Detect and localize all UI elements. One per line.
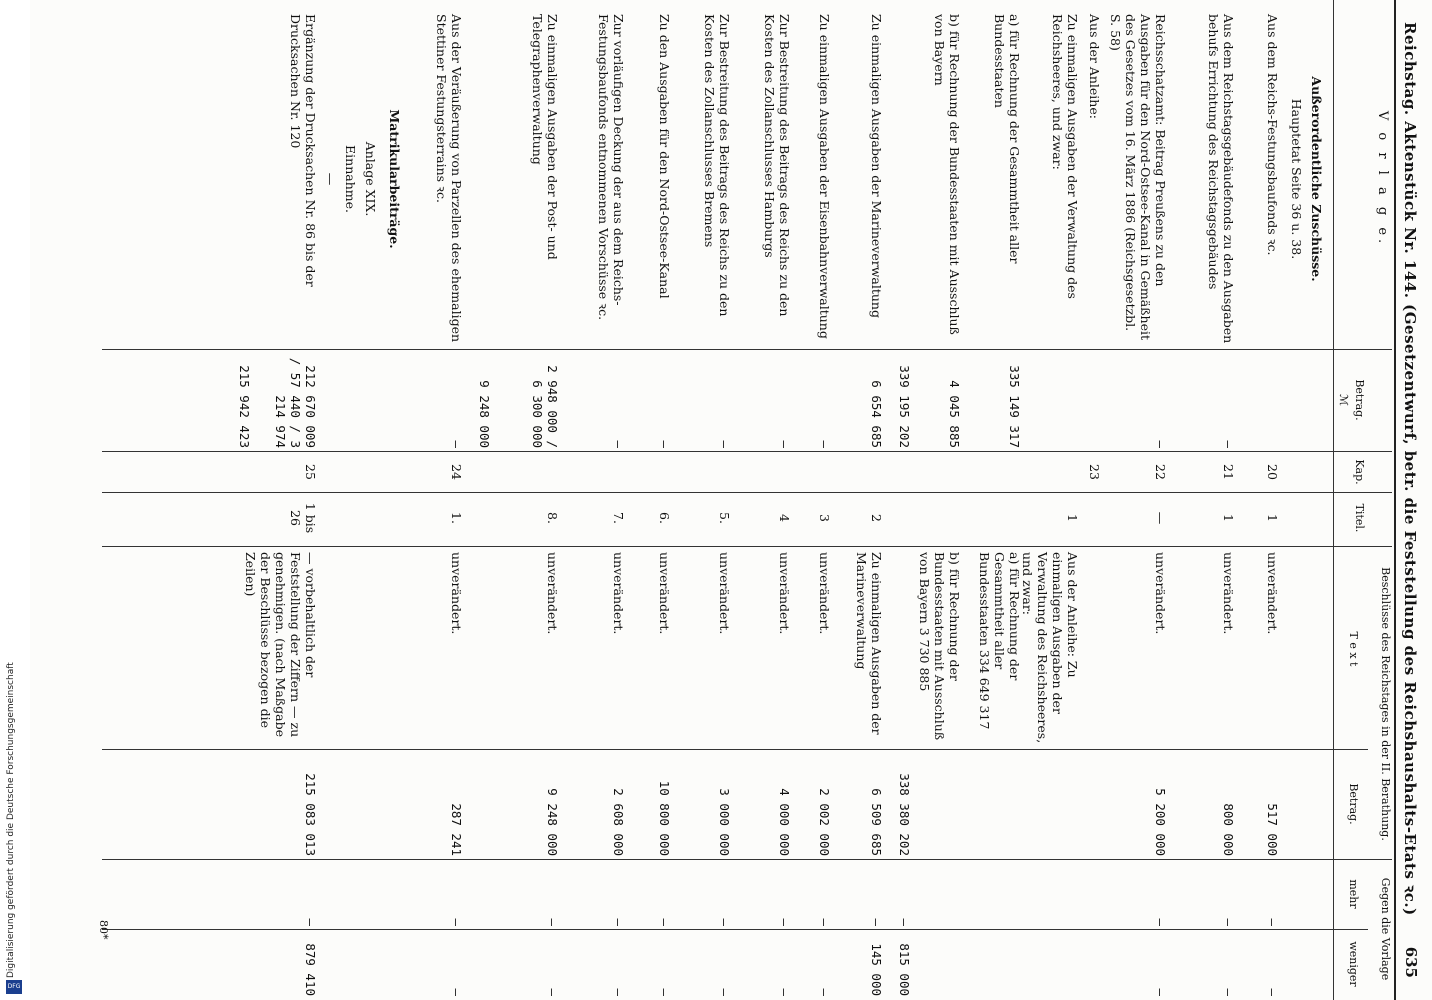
row-kapitel: 23 xyxy=(1087,464,1102,480)
row-beschluss-text: unverändert. xyxy=(1153,552,1168,635)
row-beschluss-text: Aus der Anleihe: Zu einmaligen Ausgaben der Verwaltung des Reichsheeres, und zwar: xyxy=(1020,552,1080,744)
row-beschluss-amount: 6 509 685 xyxy=(869,788,884,856)
row-weniger: — xyxy=(1265,988,1280,996)
titel-header: Titel. xyxy=(1353,503,1366,533)
row-amount: 215 942 423 xyxy=(237,365,252,448)
row-kapitel: 21 xyxy=(1221,464,1236,480)
row-beschluss-amount: 2 608 000 xyxy=(611,788,626,856)
col-divider xyxy=(102,492,1392,493)
row-amount: — xyxy=(777,440,792,448)
row-kapitel: 24 xyxy=(449,464,464,480)
row-beschluss-text: a) für Rechnung der Gesammtheit aller Bundesstaaten 334 649 317 xyxy=(977,552,1022,730)
row-beschluss-text: unverändert. xyxy=(777,552,792,635)
row-weniger: — xyxy=(611,988,626,996)
row-amount: — xyxy=(1221,440,1236,448)
row-beschluss-amount: 287 241 xyxy=(449,803,464,856)
row-amount: — xyxy=(611,440,626,448)
row-description: Reichsschatzamt: Beitrag Preußens zu den Ausgaben für den Nord-Ostsee-Kanal in Gemäßheit des Gesetzes vom 16. März 1886 (Reichsgesetzbl. S. 58) xyxy=(1108,14,1168,340)
row-amount: 335 149 317 xyxy=(1007,365,1022,448)
row-description: a) für Rechnung der Gesammtheit aller Bundesstaaten xyxy=(992,14,1022,264)
row-amount: 339 195 202 xyxy=(897,365,912,448)
row-mehr: — xyxy=(657,918,672,926)
funding-caption: Digitalisierung gefördert durch die Deutsche Forschungsgemeinschaft xyxy=(6,662,16,978)
row-description: Zu einmaligen Ausgaben der Marineverwaltung xyxy=(869,14,884,318)
row-amount: 6 654 685 xyxy=(869,380,884,448)
row-beschluss-text: unverändert. xyxy=(545,552,560,635)
row-beschluss-amount: 338 380 202 xyxy=(897,773,912,856)
row-weniger: — xyxy=(657,988,672,996)
row-amount: 2 948 000 / 6 300 000 xyxy=(530,365,560,448)
row-weniger: — xyxy=(777,988,792,996)
row-description: Zu einmaligen Ausgaben der Verwaltung des Reichsheeres, und zwar: xyxy=(1050,14,1080,299)
row-mehr: — xyxy=(611,918,626,926)
signature-mark: 80* xyxy=(97,920,110,940)
page-title: Reichstag. Aktenstück Nr. 144. (Gesetzentwurf, betr. die Feststellung des Reichshaushalts-Etats ꝛc.) xyxy=(1401,22,1419,916)
row-mehr: — xyxy=(303,918,318,926)
row-titel: 1 xyxy=(1265,514,1280,522)
row-mehr: — xyxy=(717,918,732,926)
row-description: Matrikularbeiträge. xyxy=(387,109,402,249)
row-beschluss-amount: 4 000 000 xyxy=(777,788,792,856)
row-kapitel: 20 xyxy=(1265,464,1280,480)
row-titel: 2 xyxy=(869,514,884,522)
row-beschluss-amount: 9 248 000 xyxy=(545,788,560,856)
row-titel: 4 xyxy=(777,514,792,522)
running-head xyxy=(1394,0,1422,1000)
row-description: Hauptetat Seite 36 u. 38. xyxy=(1289,98,1304,260)
row-description: b) für Rechnung der Bundesstaaten mit Ausschluß von Bayern xyxy=(932,14,962,335)
row-weniger: — xyxy=(545,988,560,996)
row-beschluss-text: unverändert. xyxy=(657,552,672,635)
scan-sidebar xyxy=(0,0,30,1000)
row-titel: 5. xyxy=(717,512,732,524)
row-mehr: — xyxy=(777,918,792,926)
row-amount: — xyxy=(817,440,832,448)
row-beschluss-amount: 2 002 000 xyxy=(817,788,832,856)
row-amount: — xyxy=(1153,440,1168,448)
col-divider xyxy=(102,929,1368,930)
row-titel: 3 xyxy=(817,514,832,522)
row-description: Aus dem Reichstagsgebäudefonds zu den Ausgaben behufs Errichtung des Reichstagsgebäudes xyxy=(1206,14,1236,344)
row-mehr: — xyxy=(897,918,912,926)
row-weniger: 815 000 xyxy=(897,943,912,996)
row-description: Zu einmaligen Ausgaben der Post- und Telegraphenverwaltung xyxy=(530,14,560,260)
row-titel: 1 bis 26 xyxy=(288,502,318,534)
row-weniger: — xyxy=(1153,988,1168,996)
row-kapitel: 22 xyxy=(1153,464,1168,480)
row-titel: 6. xyxy=(657,512,672,524)
row-description: Aus dem Reichs-Festungsbaufonds ꝛc. xyxy=(1265,14,1280,256)
row-amount: 212 670 009 / 57 440 / 3 214 974 xyxy=(273,357,318,448)
dfg-logo: DFG xyxy=(6,980,22,994)
col-divider xyxy=(102,546,1392,547)
row-amount: 9 248 000 xyxy=(477,380,492,448)
row-mehr: — xyxy=(1153,918,1168,926)
row-titel: 1. xyxy=(449,512,464,524)
col-divider xyxy=(102,451,1392,452)
row-beschluss-amount: 517 000 xyxy=(1265,803,1280,856)
row-beschluss-text: b) für Rechnung der Bundesstaaten mit Ausschluß von Bayern 3 730 885 xyxy=(917,552,962,741)
row-weniger: — xyxy=(1221,988,1236,996)
row-beschluss-amount: 10 800 000 xyxy=(657,780,672,856)
row-description: Aus der Veräußerung von Parzellen des ehemaligen Stettiner Festungsterrains ꝛc. xyxy=(434,14,464,343)
row-description: Zu den Ausgaben für den Nord-Ostsee-Kanal xyxy=(657,14,672,299)
row-description: Zur Bestreitung des Beitrags des Reichs zu den Kosten des Zollanschlusses Hamburgs xyxy=(762,14,792,317)
betrag-header: Betrag. xyxy=(1353,379,1366,421)
kap-header: Kap. xyxy=(1353,459,1366,485)
row-beschluss-text: unverändert. xyxy=(1265,552,1280,635)
col-divider xyxy=(102,859,1392,860)
row-weniger: 879 410 xyxy=(303,943,318,996)
row-beschluss-text: unverändert. xyxy=(817,552,832,635)
row-beschluss-amount: 215 083 013 xyxy=(303,773,318,856)
row-description: Anlage XIX. xyxy=(363,141,378,217)
mark-header: ℳ xyxy=(1337,394,1350,406)
row-description: Zur Bestreitung des Beitrags des Reichs zu den Kosten des Zollanschlusses Bremens xyxy=(702,14,732,317)
row-description: — xyxy=(323,172,338,186)
row-mehr: — xyxy=(449,918,464,926)
row-mehr: — xyxy=(1221,918,1236,926)
row-description: Außerordentliche Zuschüsse. xyxy=(1309,76,1324,282)
row-beschluss-text: unverändert. xyxy=(717,552,732,635)
row-weniger: 145 000 xyxy=(869,943,884,996)
row-weniger: — xyxy=(449,988,464,996)
col-divider xyxy=(102,749,1368,750)
row-weniger: — xyxy=(817,988,832,996)
row-mehr: — xyxy=(869,918,884,926)
row-mehr: — xyxy=(1265,918,1280,926)
row-beschluss-text: unverändert. xyxy=(1221,552,1236,635)
vorlage-heading: V o r l a g e. xyxy=(1375,110,1390,248)
row-titel: 8. xyxy=(545,512,560,524)
row-description: Einnahme. xyxy=(343,145,358,213)
page-number: 635 xyxy=(1402,946,1420,978)
row-kapitel: 25 xyxy=(303,464,318,480)
rotated-page xyxy=(40,0,1432,1000)
row-titel: 1 xyxy=(1065,514,1080,522)
row-titel: — xyxy=(1153,511,1168,525)
gegen-vorlage-header: Gegen die Vorlage xyxy=(1379,877,1392,981)
row-mehr: — xyxy=(817,918,832,926)
row-beschluss-text: unverändert. xyxy=(611,552,626,635)
row-description: Zur vorläufigen Deckung der aus dem Reichs-Festungsbaufonds entnommenen Vorschüsse ꝛc. xyxy=(596,14,626,321)
mehr-header: mehr xyxy=(1347,879,1360,909)
row-beschluss-amount: 5 200 000 xyxy=(1153,788,1168,856)
header-rule xyxy=(1333,0,1334,1000)
row-mehr: — xyxy=(545,918,560,926)
row-beschluss-text: unverändert. xyxy=(449,552,464,635)
row-titel: 7. xyxy=(611,512,626,524)
row-weniger: — xyxy=(717,988,732,996)
row-titel: 1 xyxy=(1221,514,1236,522)
betrag2-header: Betrag. xyxy=(1347,783,1360,825)
beschluesse-header: Beschlüsse des Reichstages in der II. Berathung. xyxy=(1379,567,1392,841)
row-description: Aus der Anleihe: xyxy=(1087,14,1102,119)
row-amount: — xyxy=(449,440,464,448)
row-beschluss-amount: 800 000 xyxy=(1221,803,1236,856)
row-beschluss-text: Zu einmaligen Ausgaben der Marineverwaltung xyxy=(854,552,884,735)
row-description: Ergänzung der Drucksachen Nr. 86 bis der Drucksachen Nr. 120 xyxy=(288,14,318,287)
row-beschluss-amount: 3 000 000 xyxy=(717,788,732,856)
row-amount: — xyxy=(657,440,672,448)
text-header: T e x t xyxy=(1347,631,1360,667)
page xyxy=(80,0,1432,1000)
row-amount: 4 045 885 xyxy=(947,380,962,448)
row-amount: — xyxy=(717,440,732,448)
row-description: Zu einmaligen Ausgaben der Eisenbahnverwaltung xyxy=(817,14,832,339)
weniger-header: weniger xyxy=(1347,941,1360,987)
row-beschluss-text: — vorbehaltlich der Feststellung der Ziffern — zu genehmigen. (nach Maßgabe der Beschlüsse bezogen die Zeilen) xyxy=(243,552,318,738)
col-divider xyxy=(102,349,1392,350)
